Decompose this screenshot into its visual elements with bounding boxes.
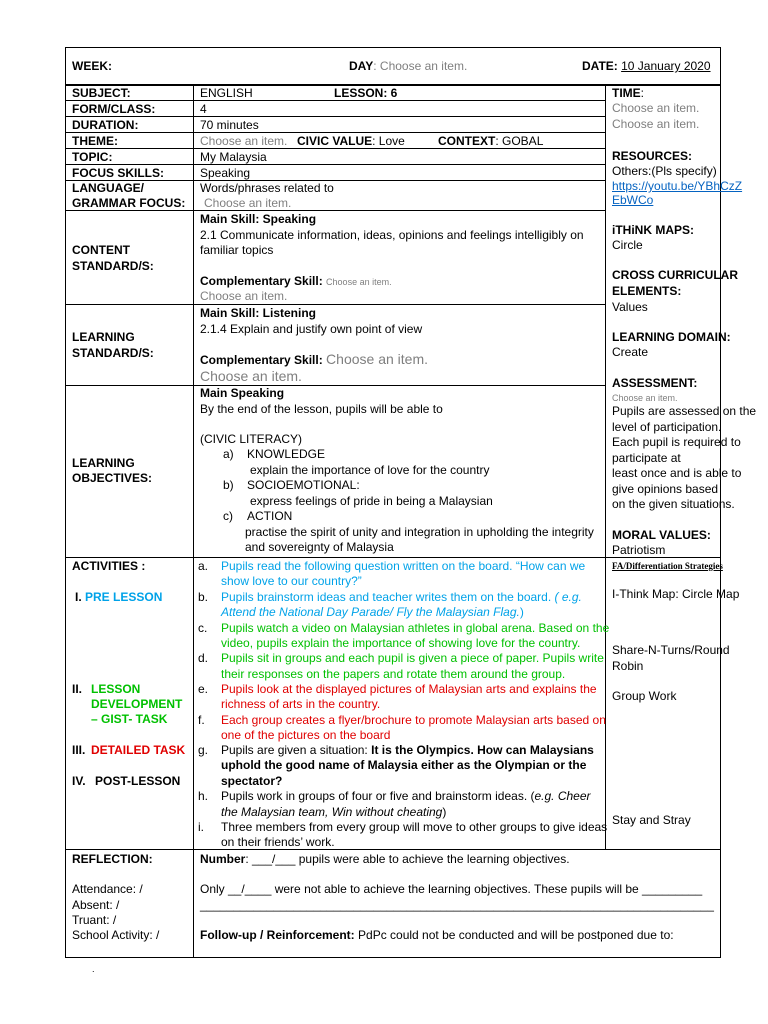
differentiation-label: FA/Differentiation Strategies xyxy=(612,561,723,571)
activity-text: richness of arts in the country. xyxy=(221,697,381,711)
activity-text: Pupils work in groups of four or five and brainstorm ideas. (e.g. Cheer xyxy=(221,789,591,803)
theme-dropdown[interactable]: Choose an item. xyxy=(200,134,288,148)
differentiation-item: Robin xyxy=(612,659,644,673)
complementary-dropdown[interactable]: Choose an item. xyxy=(200,368,302,384)
duration-value: 70 minutes xyxy=(200,118,259,132)
activity-text: uphold the good name of Malaysia either as the Olympian or the xyxy=(221,758,587,772)
attendance-field: Attendance: / xyxy=(72,882,143,896)
content-standard-line: familiar topics xyxy=(200,243,274,257)
row-divider xyxy=(65,164,605,165)
objective-text: explain the importance of love for the country xyxy=(250,463,490,477)
lesson-development-label: – GIST- TASK xyxy=(91,712,168,726)
school-activity-field: School Activity: / xyxy=(72,928,160,942)
reflection-label: REFLECTION: xyxy=(72,852,153,866)
activity-marker: e. xyxy=(198,682,209,696)
learning-standards-label: LEARNING xyxy=(72,330,135,344)
activity-marker: i. xyxy=(198,820,204,834)
column-divider xyxy=(193,85,194,958)
ithink-maps-value: Circle xyxy=(612,238,643,252)
footer-mark: . xyxy=(92,964,95,974)
activity-text: Each group creates a flyer/brochure to promote Malaysian arts based on xyxy=(221,713,606,727)
objectives-main: Main Speaking xyxy=(200,386,285,400)
resources-link[interactable]: EbWCo xyxy=(612,193,654,207)
complementary-dropdown[interactable]: Choose an item. xyxy=(326,351,428,367)
objective-text: and sovereignty of Malaysia xyxy=(245,540,394,554)
context-field xyxy=(438,134,543,149)
differentiation-item: Share-N-Turns/Round xyxy=(612,643,730,657)
activity-marker: b. xyxy=(198,590,209,604)
follow-up-text: Follow-up / Reinforcement: PdPc could not be conducted and will be postponed due to: xyxy=(200,928,674,942)
differentiation-item: I-Think Map: Circle Map xyxy=(612,587,740,601)
time-label: TIME xyxy=(612,86,641,100)
objective-marker: a) xyxy=(223,447,234,461)
activity-text: show love to our country?” xyxy=(221,574,362,588)
activity-text: one of the pictures on the board xyxy=(221,728,391,742)
not-achieved-text: Only __/____ were not able to achieve the learning objectives. These pupils will be _________ xyxy=(200,882,703,896)
moral-values-value: Patriotism xyxy=(612,543,666,557)
truant-field: Truant: / xyxy=(72,913,117,927)
objectives-label: LEARNING xyxy=(72,456,135,470)
assessment-text: give opinions based xyxy=(612,482,719,496)
activity-text: Three members from every group will move to other groups to give ideas xyxy=(221,820,608,834)
week-label: WEEK: xyxy=(72,59,112,73)
learning-domain-value: Create xyxy=(612,345,649,359)
lesson-label: LESSON: 6 xyxy=(334,86,398,100)
activity-text: video, pupils explain the importance of showing love for the country. xyxy=(221,636,581,650)
stage-number: IV. xyxy=(72,774,86,788)
row-divider xyxy=(65,132,605,133)
activity-text: Pupils watch a video on Malaysian athletes in global arena. Based on the xyxy=(221,621,610,635)
complementary-label: Complementary Skill: xyxy=(200,274,323,288)
objectives-civic: (CIVIC LITERACY) xyxy=(200,432,303,446)
civic-value: : Love xyxy=(372,134,405,148)
activity-marker: c. xyxy=(198,621,208,635)
number-achieved: Number: ___/___ pupils were able to achieve the learning objectives. xyxy=(200,852,570,866)
activity-text: their responses on the papers and rotate them around the group. xyxy=(221,667,566,681)
activity-text: Attend the National Day Parade/ Fly the Malaysian Flag.) xyxy=(221,605,524,619)
assessment-text: participate at xyxy=(612,451,681,465)
language-label: LANGUAGE/ xyxy=(72,181,144,195)
form-label: FORM/CLASS: xyxy=(72,102,156,116)
date-label: DATE: xyxy=(582,59,618,73)
time-dropdown[interactable]: Choose an item. xyxy=(612,117,700,131)
learning-main-skill: Main Skill: Listening xyxy=(200,306,317,320)
objective-marker: c) xyxy=(223,509,233,523)
subject-value: ENGLISH xyxy=(200,86,253,100)
objective-marker: b) xyxy=(223,478,234,492)
cross-curricular-label-2: ELEMENTS: xyxy=(612,284,682,298)
assessment-text: level of participation. xyxy=(612,420,722,434)
content-standards-label-2: STANDARD/S: xyxy=(72,259,154,273)
assessment-label: ASSESSMENT: xyxy=(612,376,698,390)
language-value: Words/phrases related to xyxy=(200,181,334,195)
activity-text: Pupils read the following question written on the board. “How can we xyxy=(221,559,586,573)
day-value: : Choose an item. xyxy=(373,59,468,73)
ithink-maps-label: iTHiNK MAPS: xyxy=(612,223,694,237)
differentiation-item: Group Work xyxy=(612,689,677,703)
assessment-text: Each pupil is required to xyxy=(612,435,741,449)
learning-standard-line: 2.1.4 Explain and justify own point of view xyxy=(200,322,423,336)
day-field[interactable] xyxy=(349,59,467,74)
column-divider xyxy=(605,85,606,849)
learning-complementary xyxy=(200,352,428,368)
activity-text: on their friends’ work. xyxy=(221,835,335,849)
content-standards-label: CONTENT xyxy=(72,243,130,257)
row-divider xyxy=(65,849,721,850)
activity-text: Pupils sit in groups and each pupil is given a piece of paper. Pupils write xyxy=(221,651,604,665)
focus-skills-value: Speaking xyxy=(200,166,251,180)
activity-text: Pupils look at the displayed pictures of Malaysian arts and explains the xyxy=(221,682,597,696)
subject-label: SUBJECT: xyxy=(72,86,131,100)
row-divider xyxy=(65,385,605,386)
cross-curricular-value: Values xyxy=(612,300,648,314)
content-complementary xyxy=(200,274,392,290)
time-dropdown[interactable]: Choose an item. xyxy=(612,101,700,115)
topic-label: TOPIC: xyxy=(72,150,113,164)
context-label: CONTEXT xyxy=(438,134,496,148)
post-lesson-label: POST-LESSON xyxy=(95,774,181,788)
assessment-text: least once and is able to xyxy=(612,466,742,480)
cross-curricular-label: CROSS CURRICULAR xyxy=(612,268,738,282)
resources-link[interactable]: https://youtu.be/YBhCzZ xyxy=(612,179,743,193)
activity-text: the Malaysian team, Win without cheating) xyxy=(221,805,447,819)
assessment-text: Pupils are assessed on the xyxy=(612,404,757,418)
form-value: 4 xyxy=(200,102,207,116)
learning-domain-label: LEARNING DOMAIN: xyxy=(612,330,731,344)
complementary-dropdown[interactable]: Choose an item. xyxy=(326,277,392,287)
duration-label: DURATION: xyxy=(72,118,139,132)
activities-label: ACTIVITIES : xyxy=(72,559,146,573)
activity-marker: a. xyxy=(198,559,209,573)
stage-pre-lesson: I. PRE LESSON xyxy=(75,590,163,604)
content-standard-line: 2.1 Communicate information, ideas, opinions and feelings intelligibly on xyxy=(200,228,584,242)
focus-skills-label: FOCUS SKILLS: xyxy=(72,166,164,180)
activity-marker: d. xyxy=(198,651,209,665)
activity-marker: f. xyxy=(198,713,205,727)
pre-lesson-label: PRE LESSON xyxy=(85,590,163,604)
objective-text: practise the spirit of unity and integration in upholding the integrity xyxy=(245,525,594,539)
time-field: TIME: xyxy=(612,86,645,100)
objective-title: ACTION xyxy=(247,509,293,523)
civic-value-field xyxy=(297,134,405,149)
context-value: : GOBAL xyxy=(495,134,544,148)
detailed-task-label: DETAILED TASK xyxy=(91,743,186,757)
activity-marker: h. xyxy=(198,789,209,803)
assessment-text: on the given situations. xyxy=(612,497,735,511)
moral-values-label: MORAL VALUES: xyxy=(612,528,711,542)
activity-text: Pupils are given a situation: It is the Olympics. How can Malaysians xyxy=(221,743,594,757)
date-value: 10 January 2020 xyxy=(621,59,711,73)
absent-field: Absent: / xyxy=(72,898,120,912)
lesson-development-label: DEVELOPMENT xyxy=(91,697,183,711)
objective-title: KNOWLEDGE xyxy=(247,447,326,461)
date-field xyxy=(582,59,711,74)
stage-number: III. xyxy=(72,743,86,757)
activity-text: spectator? xyxy=(221,774,283,788)
civic-label: CIVIC VALUE xyxy=(297,134,373,148)
blank-line: _____________________________________________________________________________ xyxy=(200,898,714,912)
learning-standards-label-2: STANDARD/S: xyxy=(72,346,154,360)
stage-number: II. xyxy=(72,682,83,696)
theme-label: THEME: xyxy=(72,134,118,148)
day-label: DAY xyxy=(349,59,374,73)
differentiation-item: Stay and Stray xyxy=(612,813,691,827)
complementary-dropdown[interactable]: Choose an item. xyxy=(200,289,288,303)
grammar-dropdown[interactable]: Choose an item. xyxy=(204,196,292,210)
assessment-dropdown[interactable]: Choose an item. xyxy=(612,393,678,403)
grammar-focus-label: GRAMMAR FOCUS: xyxy=(72,196,186,210)
objectives-intro: By the end of the lesson, pupils will be able to xyxy=(200,402,443,416)
objectives-label-2: OBJECTIVES: xyxy=(72,471,153,485)
objective-text: express feelings of pride in being a Malaysian xyxy=(250,494,493,508)
objective-title: SOCIOEMOTIONAL: xyxy=(247,478,360,492)
complementary-label: Complementary Skill: xyxy=(200,353,323,367)
lesson-development-label: LESSON xyxy=(91,682,141,696)
row-divider xyxy=(65,304,605,305)
activity-marker: g. xyxy=(198,743,209,757)
content-main-skill: Main Skill: Speaking xyxy=(200,212,317,226)
resources-label: RESOURCES: xyxy=(612,149,693,163)
resources-text: Others:(Pls specify) xyxy=(612,164,717,178)
topic-value: My Malaysia xyxy=(200,150,267,164)
activity-text: Pupils brainstorm ideas and teacher writes them on the board. ( e.g. xyxy=(221,590,582,604)
